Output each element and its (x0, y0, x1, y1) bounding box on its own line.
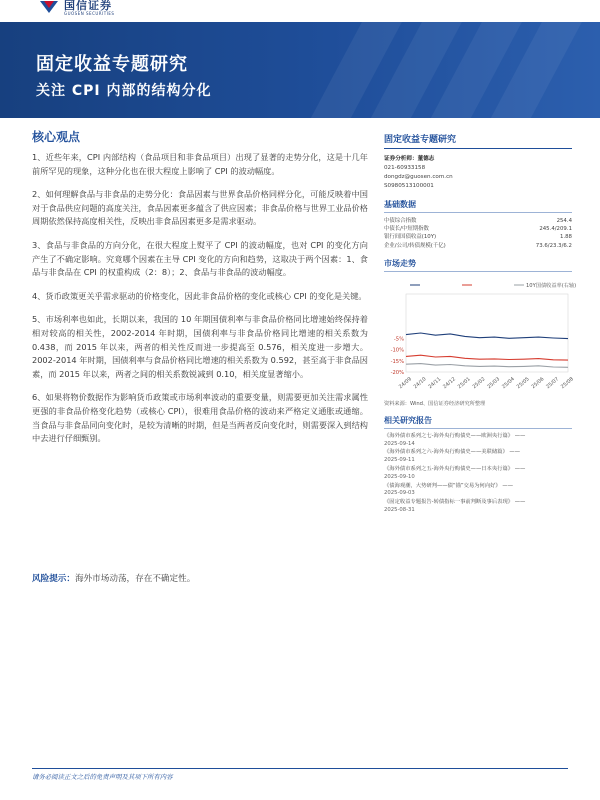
related-report-title[interactable]: 《固定收益专题报告-转债指标一事前判断及事后表现》 —— (384, 499, 526, 506)
basic-data-row: 银行间国债收益(10Y) 1.88 (384, 234, 572, 241)
chart-plot-frame (406, 294, 568, 372)
logo-mark-icon (40, 1, 58, 15)
footer-disclaimer: 请务必阅读正文之后的免责声明及其项下所有内容 (32, 773, 173, 781)
paragraph-4: 4、货币政策更关乎需求驱动的价格变化，因此非食品价格的变化或核心 CPI 的变化是关键。 (32, 290, 367, 301)
series-line-s1 (406, 333, 568, 339)
analyst-phone: 021-60933158 (384, 165, 426, 171)
y-tick-label: -15% (390, 358, 404, 365)
related-report-date: 2025-09-11 (384, 457, 415, 464)
analyst-name: 董德志 (417, 156, 435, 162)
analyst-info (384, 155, 572, 191)
sidebar (384, 132, 577, 516)
x-tick-label: 25/04 (500, 376, 516, 390)
paragraph-2: 2、如何理解食品与非食品的走势分化：食品因素与世界食品价格同样分化，可能反映着中国对于食品供应问题的高度关注，食品因素更多蕴含了供应因素；非食品价格与世界工业品价格周期依然保持高度相关性，反映出非食品因素更多是需求驱动。 (32, 189, 368, 227)
y-tick-label: -10% (390, 347, 404, 354)
x-tick-label: 24/09 (397, 376, 413, 390)
core-views (32, 128, 368, 456)
y-tick-label: -20% (390, 369, 404, 376)
series-line-s3 (406, 363, 568, 367)
risk-warning (32, 572, 195, 584)
related-report-date: 2025-09-10 (384, 473, 415, 480)
related-report-title[interactable]: 《海外债市系列之六-海外央行购债史——美联储篇》 —— (384, 449, 521, 456)
x-tick-label: 24/11 (427, 376, 443, 390)
footer-divider (32, 768, 568, 769)
market-trend-chart (384, 276, 577, 398)
related-report-date: 2025-09-03 (384, 490, 415, 497)
title-banner (0, 22, 600, 118)
basic-data-row: 中债长/中短期指数 245.4/209.1 (384, 226, 572, 233)
report-subtitle: 关注 CPI 内部的结构分化 (36, 83, 212, 99)
related-reports-heading: 相关研究报告 (384, 415, 572, 429)
basic-data-row: 中债综合指数 254.4 (384, 218, 572, 224)
related-report-title[interactable]: 《海外债市系列之五-海外央行购债史——日本央行篇》 —— (384, 466, 526, 472)
x-tick-label: 25/02 (471, 376, 487, 390)
x-tick-label: 25/06 (530, 376, 546, 390)
paragraph-3: 3、食品与非食品的方向分化，在很大程度上熨平了 CPI 的波动幅度，也对 CPI 的变化方向产生了不确定影响。究竟哪个因素在主导 CPI 变化的方向和趋势，这取决于两个因素：1、食品与非食品在 CPI 的权重构成（2：8）；2、食品与非食品的波动幅度。 (32, 239, 368, 278)
related-report-date: 2025-09-14 (384, 440, 415, 447)
basic-data-row: 企业/公司/转债规模(千亿) 73.6/23.3/6.2 (384, 242, 572, 249)
market-trend-heading: 市场走势 (384, 258, 572, 272)
core-views-heading: 核心观点 (32, 130, 81, 144)
paragraph-6: 6、如果将物价数据作为影响货币政策或市场利率波动的重要变量，则需要更加关注需求属性更强的非食品价格变化趋势（或核心 CPI），很难用食品价格的波动来严格定义通胀或通缩。当食品与非食品同向变化时，是较为清晰的时期，但是当两者反向变化时，则需要深入到结构中去进行仔细甄别。 (32, 392, 368, 444)
legend-label: 10Y国债收益率(右轴) (526, 282, 577, 289)
basic-data-heading: 基础数据 (384, 199, 572, 213)
risk-text: 海外市场动荡，存在不确定性。 (74, 574, 196, 584)
related-report-date: 2025-08-31 (384, 506, 415, 513)
analyst-email[interactable]: dongdz@guosen.com.cn (384, 174, 453, 180)
related-report-title[interactable]: 《海外债市系列之七-海外央行购债史——欧洲央行篇》 —— (384, 432, 526, 439)
series-line-s2 (406, 355, 568, 360)
y-tick-label: -5% (393, 336, 404, 343)
x-tick-label: 25/07 (545, 376, 561, 390)
trend-chart-svg (384, 276, 577, 398)
logo-name-cn: 国信证券 (64, 0, 112, 12)
company-logo (40, 0, 114, 16)
logo-name-en: GUOSEN SECURITIES (64, 11, 115, 16)
paragraph-1: 1、近些年来，CPI 内部结构（食品项目和非食品项目）出现了显著的走势分化，这是十几年前所罕见的现象，这种分化也在很大程度上影响了 CPI 的波动幅度。 (32, 152, 368, 176)
x-tick-label: 24/12 (442, 376, 457, 390)
x-tick-label: 25/05 (515, 376, 531, 390)
report-type: 固定收益专题研究 (384, 132, 572, 149)
related-reports-list (384, 433, 572, 515)
x-tick-label: 25/01 (456, 376, 472, 390)
x-tick-label: 25/08 (559, 376, 575, 390)
analyst-license: S0980513100001 (384, 183, 434, 189)
x-tick-label: 24/10 (412, 376, 428, 390)
analyst-label: 证券分析师： (384, 156, 418, 162)
chart-source: 资料来源：Wind、国信证券经济研究所整理 (384, 400, 486, 407)
related-report-title[interactable]: 《债海观潮，大势研判——债“锚”交易为何向好》 —— (384, 482, 514, 489)
x-tick-label: 25/03 (486, 376, 502, 390)
report-title: 固定收益专题研究 (36, 54, 188, 75)
basic-data-list (384, 217, 572, 250)
paragraph-5: 5、市场利率也如此，长期以来，我国的 10 年期国债利率与非食品价格同比增速始终保持着相对较高的相关性，2002-2014 年时期，国债利率与非食品价格同比增速的相关系数为 0.438，而 2015 年以来，两者的相关性反而进一步提高至 0.576，相关度进一步增大。2002-2014 年时期，国债利率与食品价格同比增速的相关系数为 0.592，甚至高于非食品因素，而 2015 年以来，两者之间的相关系数锐减到 0.10，相关度显著缩小。 (32, 314, 368, 379)
risk-label: 风险提示： (32, 574, 75, 584)
